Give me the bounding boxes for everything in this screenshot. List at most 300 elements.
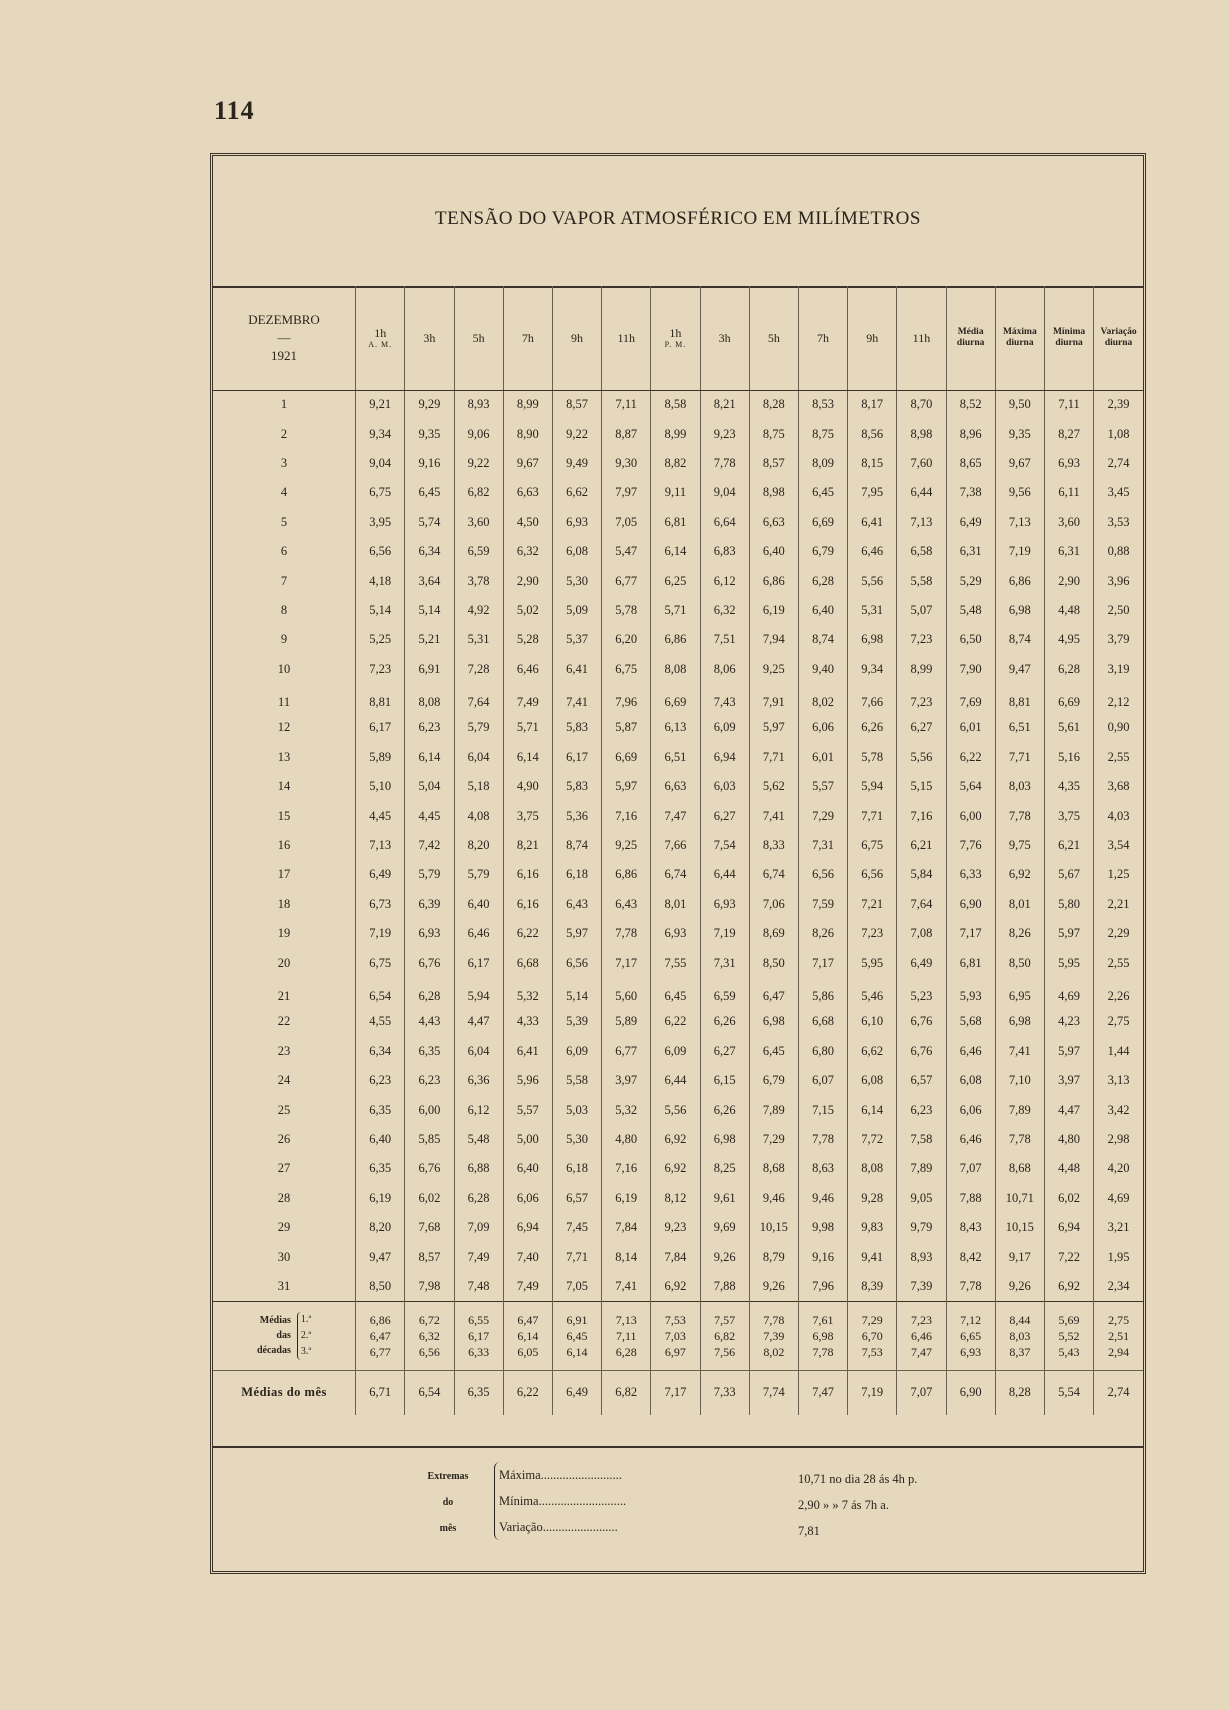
value-cell: 6,82 xyxy=(454,478,503,507)
header-hour xyxy=(848,286,897,390)
day-number: 13 xyxy=(277,749,291,764)
value-cell: 6,76 xyxy=(405,1154,454,1183)
decade-value-cell xyxy=(749,1301,798,1370)
value-cell: 6,68 xyxy=(798,1007,847,1036)
value-cell: 6,16 xyxy=(503,860,552,889)
value-cell: 5,83 xyxy=(552,713,601,742)
value-cell: 8,87 xyxy=(602,419,651,448)
value-cell: 10,15 xyxy=(995,1213,1044,1242)
hour-label: 5h xyxy=(472,330,485,345)
day-number: 6 xyxy=(280,544,288,559)
month-extremes: Extremas do mês Máxima.......................... Mínima............................ Variação........................ 10,71 no dia 28 ás 4h p. 2,90 » » 7 ás 7h a. 7,81 xyxy=(213,1446,1143,1571)
value-cell: 7,41 xyxy=(749,801,798,830)
decade-value: 2,75 xyxy=(1108,1312,1130,1327)
value-cell: 4,35 xyxy=(1044,772,1093,801)
value-cell: 7,49 xyxy=(454,1242,503,1271)
value-cell: 5,84 xyxy=(897,860,946,889)
value-cell: 6,98 xyxy=(749,1007,798,1036)
decade-value: 6,28 xyxy=(615,1344,637,1359)
value-cell: 6,04 xyxy=(454,1037,503,1066)
value-cell: 6,17 xyxy=(552,743,601,772)
decade-value: 6,82 xyxy=(714,1328,736,1343)
month-mean-cell: 6,49 xyxy=(552,1370,601,1415)
decade-value: 6,91 xyxy=(566,1312,588,1327)
value-cell: 6,44 xyxy=(897,478,946,507)
value-cell: 5,15 xyxy=(897,772,946,801)
value-cell: 6,98 xyxy=(848,625,897,654)
value-cell: 6,93 xyxy=(651,919,700,948)
value-cell: 7,47 xyxy=(651,801,700,830)
value-cell: 5,30 xyxy=(552,1125,601,1154)
value-cell: 2,29 xyxy=(1094,919,1143,948)
header-hour xyxy=(602,286,651,390)
decade-value: 7,78 xyxy=(812,1344,834,1359)
value-cell: 6,41 xyxy=(552,655,601,684)
value-cell: 9,46 xyxy=(798,1184,847,1213)
value-cell: 7,13 xyxy=(356,831,405,860)
decade-value: 6,72 xyxy=(418,1312,440,1327)
value-cell: 6,07 xyxy=(798,1066,847,1095)
value-cell: 8,09 xyxy=(798,449,847,478)
header-hour xyxy=(897,286,946,390)
decade-value-cell xyxy=(356,1301,405,1370)
value-cell: 5,48 xyxy=(946,596,995,625)
value-cell: 7,09 xyxy=(454,1213,503,1242)
decade-label-2: das xyxy=(276,1330,291,1342)
value-cell: 6,95 xyxy=(995,978,1044,1007)
day-number: 5 xyxy=(280,514,288,529)
decade-means-row xyxy=(213,1301,1143,1370)
table-row xyxy=(213,1125,1143,1154)
value-cell: 7,64 xyxy=(897,890,946,919)
value-cell: 6,49 xyxy=(356,860,405,889)
decade-value-cell xyxy=(503,1301,552,1370)
value-cell: 7,43 xyxy=(700,684,749,713)
value-cell: 7,60 xyxy=(897,449,946,478)
header-min-2: diurna xyxy=(1055,337,1083,348)
value-cell: 7,45 xyxy=(552,1213,601,1242)
value-cell: 3,45 xyxy=(1094,478,1143,507)
value-cell: 7,06 xyxy=(749,890,798,919)
month-mean-cell: 7,74 xyxy=(749,1370,798,1415)
value-cell: 7,98 xyxy=(405,1272,454,1301)
value-cell: 7,16 xyxy=(897,801,946,830)
value-cell: 5,79 xyxy=(454,713,503,742)
value-cell: 7,78 xyxy=(995,1125,1044,1154)
value-cell: 7,15 xyxy=(798,1095,847,1124)
table-row xyxy=(213,596,1143,625)
value-cell: 8,50 xyxy=(995,948,1044,977)
table-row xyxy=(213,948,1143,977)
day-number: 27 xyxy=(277,1161,291,1176)
value-cell: 5,00 xyxy=(503,1125,552,1154)
value-cell: 7,40 xyxy=(503,1242,552,1271)
value-cell: 6,68 xyxy=(503,948,552,977)
value-cell: 7,78 xyxy=(798,1125,847,1154)
value-cell: 5,16 xyxy=(1044,743,1093,772)
value-cell: 6,46 xyxy=(503,655,552,684)
value-cell: 6,81 xyxy=(946,948,995,977)
value-cell: 5,58 xyxy=(552,1066,601,1095)
value-cell: 8,01 xyxy=(995,890,1044,919)
value-cell: 9,56 xyxy=(995,478,1044,507)
value-cell: 7,05 xyxy=(602,508,651,537)
value-cell: 6,21 xyxy=(897,831,946,860)
value-cell: 3,13 xyxy=(1094,1066,1143,1095)
value-cell: 5,56 xyxy=(897,743,946,772)
value-cell: 8,68 xyxy=(995,1154,1044,1183)
value-cell: 8,33 xyxy=(749,831,798,860)
value-cell: 9,28 xyxy=(848,1184,897,1213)
header-max-1: Máxima xyxy=(1002,326,1037,337)
month-mean-cell: 8,28 xyxy=(995,1370,1044,1415)
value-cell: 6,06 xyxy=(503,1184,552,1213)
value-cell: 7,64 xyxy=(454,684,503,713)
value-cell: 6,76 xyxy=(897,1007,946,1036)
value-cell: 8,93 xyxy=(454,390,503,419)
value-cell: 6,40 xyxy=(356,1125,405,1154)
value-cell: 7,89 xyxy=(995,1095,1044,1124)
day-number: 7 xyxy=(280,573,288,588)
value-cell: 6,98 xyxy=(995,596,1044,625)
value-cell: 6,86 xyxy=(651,625,700,654)
decade-value: 6,47 xyxy=(517,1312,539,1327)
value-cell: 6,23 xyxy=(405,1066,454,1095)
header-min xyxy=(1044,286,1093,390)
value-cell: 8,82 xyxy=(651,449,700,478)
value-cell: 6,63 xyxy=(749,508,798,537)
hour-label: 1h xyxy=(669,325,682,340)
value-cell: 8,99 xyxy=(503,390,552,419)
decade-value: 6,93 xyxy=(960,1344,982,1359)
value-cell: 8,21 xyxy=(700,390,749,419)
decade-label-1: Médias xyxy=(259,1315,291,1327)
decade-value: 6,33 xyxy=(468,1344,490,1359)
value-cell: 8,17 xyxy=(848,390,897,419)
value-cell: 6,47 xyxy=(749,978,798,1007)
value-cell: 7,88 xyxy=(700,1272,749,1301)
value-cell: 8,98 xyxy=(749,478,798,507)
decade-value: 7,12 xyxy=(960,1312,982,1327)
value-cell: 8,56 xyxy=(848,419,897,448)
value-cell: 6,10 xyxy=(848,1007,897,1036)
value-cell: 6,92 xyxy=(651,1272,700,1301)
value-cell: 8,99 xyxy=(897,655,946,684)
value-cell: 8,74 xyxy=(552,831,601,860)
value-cell: 4,47 xyxy=(454,1007,503,1036)
value-cell: 6,06 xyxy=(798,713,847,742)
value-cell: 5,46 xyxy=(848,978,897,1007)
value-cell: 5,67 xyxy=(1044,860,1093,889)
value-cell: 5,87 xyxy=(602,713,651,742)
value-cell: 5,97 xyxy=(602,772,651,801)
value-cell: 7,13 xyxy=(897,508,946,537)
decade-value: 6,77 xyxy=(369,1344,391,1359)
month-means-label: Médias do mês xyxy=(213,1370,356,1415)
value-cell: 7,97 xyxy=(602,478,651,507)
value-cell: 2,50 xyxy=(1094,596,1143,625)
value-cell: 6,25 xyxy=(651,566,700,595)
decade-value: 6,86 xyxy=(369,1312,391,1327)
value-cell: 8,69 xyxy=(749,919,798,948)
value-cell: 6,76 xyxy=(405,948,454,977)
value-cell: 6,28 xyxy=(1044,655,1093,684)
value-cell: 6,01 xyxy=(798,743,847,772)
value-cell: 2,75 xyxy=(1094,1007,1143,1036)
value-cell: 7,71 xyxy=(995,743,1044,772)
value-cell: 5,57 xyxy=(503,1095,552,1124)
value-cell: 6,86 xyxy=(602,860,651,889)
extreme-max-label: Máxima xyxy=(499,1468,541,1482)
title-box xyxy=(213,156,1143,288)
hour-label: 7h xyxy=(521,330,534,345)
value-cell: 7,29 xyxy=(798,801,847,830)
value-cell: 5,61 xyxy=(1044,713,1093,742)
table-row xyxy=(213,1242,1143,1271)
value-cell: 6,74 xyxy=(651,860,700,889)
table-row xyxy=(213,743,1143,772)
value-cell: 7,90 xyxy=(946,655,995,684)
value-cell: 6,73 xyxy=(356,890,405,919)
day-number: 14 xyxy=(277,779,291,794)
hour-label: 3h xyxy=(423,330,436,345)
value-cell: 6,18 xyxy=(552,860,601,889)
decade-value-cell xyxy=(798,1301,847,1370)
value-cell: 6,83 xyxy=(700,537,749,566)
value-cell: 6,44 xyxy=(651,1066,700,1095)
value-cell: 4,45 xyxy=(405,801,454,830)
value-cell: 6,09 xyxy=(651,1037,700,1066)
value-cell: 0,90 xyxy=(1094,713,1143,742)
decade-value-cell xyxy=(552,1301,601,1370)
am-label: A. M. xyxy=(368,340,393,350)
value-cell: 4,55 xyxy=(356,1007,405,1036)
decade-value: 6,65 xyxy=(960,1328,982,1343)
extremes-label-3: mês xyxy=(439,1523,457,1534)
decade-value: 6,05 xyxy=(517,1344,539,1359)
value-cell: 2,26 xyxy=(1094,978,1143,1007)
value-cell: 7,69 xyxy=(946,684,995,713)
value-cell: 6,41 xyxy=(848,508,897,537)
decade-value-cell xyxy=(946,1301,995,1370)
decade-value: 7,29 xyxy=(861,1312,883,1327)
decade-value: 5,69 xyxy=(1058,1312,1080,1327)
table-row xyxy=(213,684,1143,713)
value-cell: 7,96 xyxy=(798,1272,847,1301)
value-cell: 1,08 xyxy=(1094,419,1143,448)
day-number: 25 xyxy=(277,1102,291,1117)
page-title: TENSÃO DO VAPOR ATMOSFÉRICO EM MILÍMETROS xyxy=(435,208,921,229)
decade-label-3: décadas xyxy=(256,1345,291,1357)
header-hour xyxy=(405,286,454,390)
value-cell: 7,39 xyxy=(897,1272,946,1301)
decade-value-cell xyxy=(602,1301,651,1370)
day-number: 21 xyxy=(277,989,291,1003)
table-row xyxy=(213,537,1143,566)
header-media-1: Média xyxy=(957,326,984,337)
value-cell: 9,26 xyxy=(995,1272,1044,1301)
decade-value: 7,53 xyxy=(664,1312,686,1327)
table-row xyxy=(213,890,1143,919)
value-cell: 6,27 xyxy=(700,1037,749,1066)
value-cell: 3,21 xyxy=(1094,1213,1143,1242)
value-cell: 7,84 xyxy=(651,1242,700,1271)
decade-value: 5,43 xyxy=(1058,1344,1080,1359)
value-cell: 8,26 xyxy=(995,919,1044,948)
value-cell: 7,88 xyxy=(946,1184,995,1213)
value-cell: 5,94 xyxy=(454,978,503,1007)
value-cell: 6,26 xyxy=(700,1007,749,1036)
value-cell: 3,64 xyxy=(405,566,454,595)
decade-value: 6,47 xyxy=(369,1328,391,1343)
value-cell: 5,96 xyxy=(503,1066,552,1095)
value-cell: 6,01 xyxy=(946,713,995,742)
value-cell: 7,78 xyxy=(946,1272,995,1301)
decade-value-cell xyxy=(651,1301,700,1370)
value-cell: 5,25 xyxy=(356,625,405,654)
decade-value: 6,56 xyxy=(418,1344,440,1359)
value-cell: 7,11 xyxy=(602,390,651,419)
value-cell: 6,54 xyxy=(356,978,405,1007)
value-cell: 6,22 xyxy=(651,1007,700,1036)
decade-mark: 1.ª xyxy=(300,1313,312,1325)
decade-value: 8,37 xyxy=(1009,1344,1031,1359)
decade-value: 7,23 xyxy=(910,1312,932,1327)
value-cell: 7,42 xyxy=(405,831,454,860)
month-mean-cell: 6,71 xyxy=(356,1370,405,1415)
value-cell: 6,09 xyxy=(700,713,749,742)
day-number: 10 xyxy=(277,661,291,676)
decade-value: 6,46 xyxy=(910,1328,932,1343)
value-cell: 8,81 xyxy=(356,684,405,713)
extreme-max-value: 10,71 no dia 28 ás 4h p. xyxy=(798,1472,918,1486)
day-number: 2 xyxy=(280,426,288,441)
value-cell: 8,01 xyxy=(651,890,700,919)
value-cell: 5,97 xyxy=(1044,1037,1093,1066)
value-cell: 9,16 xyxy=(798,1242,847,1271)
hour-label: 9h xyxy=(866,330,879,345)
decade-value: 6,70 xyxy=(861,1328,883,1343)
value-cell: 6,27 xyxy=(700,801,749,830)
value-cell: 6,50 xyxy=(946,625,995,654)
month-mean-cell: 2,74 xyxy=(1094,1370,1143,1415)
value-cell: 9,25 xyxy=(749,655,798,684)
table-row xyxy=(213,1184,1143,1213)
table-row xyxy=(213,1037,1143,1066)
value-cell: 6,40 xyxy=(749,537,798,566)
value-cell: 6,56 xyxy=(848,860,897,889)
value-cell: 6,57 xyxy=(552,1184,601,1213)
value-cell: 7,71 xyxy=(552,1242,601,1271)
value-cell: 5,58 xyxy=(897,566,946,595)
value-cell: 6,62 xyxy=(848,1037,897,1066)
value-cell: 9,22 xyxy=(454,449,503,478)
value-cell: 9,79 xyxy=(897,1213,946,1242)
value-cell: 6,33 xyxy=(946,860,995,889)
value-cell: 7,78 xyxy=(995,801,1044,830)
month-mean-cell: 5,54 xyxy=(1044,1370,1093,1415)
table-row xyxy=(213,390,1143,419)
day-number: 8 xyxy=(280,602,288,617)
table-row xyxy=(213,478,1143,507)
value-cell: 5,68 xyxy=(946,1007,995,1036)
value-cell: 7,96 xyxy=(602,684,651,713)
value-cell: 6,23 xyxy=(356,1066,405,1095)
value-cell: 2,12 xyxy=(1094,684,1143,713)
value-cell: 4,08 xyxy=(454,801,503,830)
decade-value: 7,57 xyxy=(714,1312,736,1327)
decade-value: 8,44 xyxy=(1009,1312,1031,1327)
value-cell: 3,42 xyxy=(1094,1095,1143,1124)
value-cell: 7,16 xyxy=(602,801,651,830)
value-cell: 7,89 xyxy=(749,1095,798,1124)
header-month: DEZEMBRO xyxy=(248,312,320,328)
header-max-2: diurna xyxy=(1006,337,1034,348)
value-cell: 7,23 xyxy=(897,625,946,654)
month-mean-cell: 6,82 xyxy=(602,1370,651,1415)
day-number: 24 xyxy=(277,1073,291,1088)
value-cell: 7,41 xyxy=(602,1272,651,1301)
value-cell: 9,22 xyxy=(552,419,601,448)
value-cell: 3,75 xyxy=(503,801,552,830)
value-cell: 6,75 xyxy=(356,948,405,977)
value-cell: 6,79 xyxy=(749,1066,798,1095)
decade-value: 6,17 xyxy=(468,1328,490,1343)
value-cell: 7,84 xyxy=(602,1213,651,1242)
value-cell: 7,28 xyxy=(454,655,503,684)
value-cell: 4,80 xyxy=(1044,1125,1093,1154)
value-cell: 9,67 xyxy=(995,449,1044,478)
value-cell: 5,57 xyxy=(798,772,847,801)
value-cell: 9,30 xyxy=(602,449,651,478)
value-cell: 7,23 xyxy=(356,655,405,684)
value-cell: 5,29 xyxy=(946,566,995,595)
value-cell: 8,26 xyxy=(798,919,847,948)
value-cell: 6,26 xyxy=(848,713,897,742)
value-cell: 6,27 xyxy=(897,713,946,742)
month-mean-cell: 6,35 xyxy=(454,1370,503,1415)
value-cell: 4,33 xyxy=(503,1007,552,1036)
value-cell: 7,23 xyxy=(848,919,897,948)
value-cell: 7,19 xyxy=(700,919,749,948)
value-cell: 5,62 xyxy=(749,772,798,801)
header-media xyxy=(946,286,995,390)
page-number: 114 xyxy=(214,96,255,125)
value-cell: 6,51 xyxy=(651,743,700,772)
extremes-label-2: do xyxy=(442,1497,454,1508)
table-row xyxy=(213,449,1143,478)
day-number: 29 xyxy=(277,1220,291,1235)
value-cell: 6,13 xyxy=(651,713,700,742)
value-cell: 9,75 xyxy=(995,831,1044,860)
value-cell: 6,91 xyxy=(405,655,454,684)
hour-label: 5h xyxy=(767,330,780,345)
value-cell: 7,68 xyxy=(405,1213,454,1242)
value-cell: 9,34 xyxy=(848,655,897,684)
value-cell: 7,31 xyxy=(798,831,847,860)
extreme-min-value: 2,90 » » 7 ás 7h a. xyxy=(798,1498,889,1512)
table-row xyxy=(213,860,1143,889)
value-cell: 8,03 xyxy=(995,772,1044,801)
value-cell: 4,90 xyxy=(503,772,552,801)
value-cell: 7,66 xyxy=(848,684,897,713)
value-cell: 6,15 xyxy=(700,1066,749,1095)
value-cell: 7,48 xyxy=(454,1272,503,1301)
value-cell: 1,44 xyxy=(1094,1037,1143,1066)
value-cell: 6,35 xyxy=(356,1154,405,1183)
value-cell: 7,41 xyxy=(552,684,601,713)
value-cell: 6,77 xyxy=(602,566,651,595)
